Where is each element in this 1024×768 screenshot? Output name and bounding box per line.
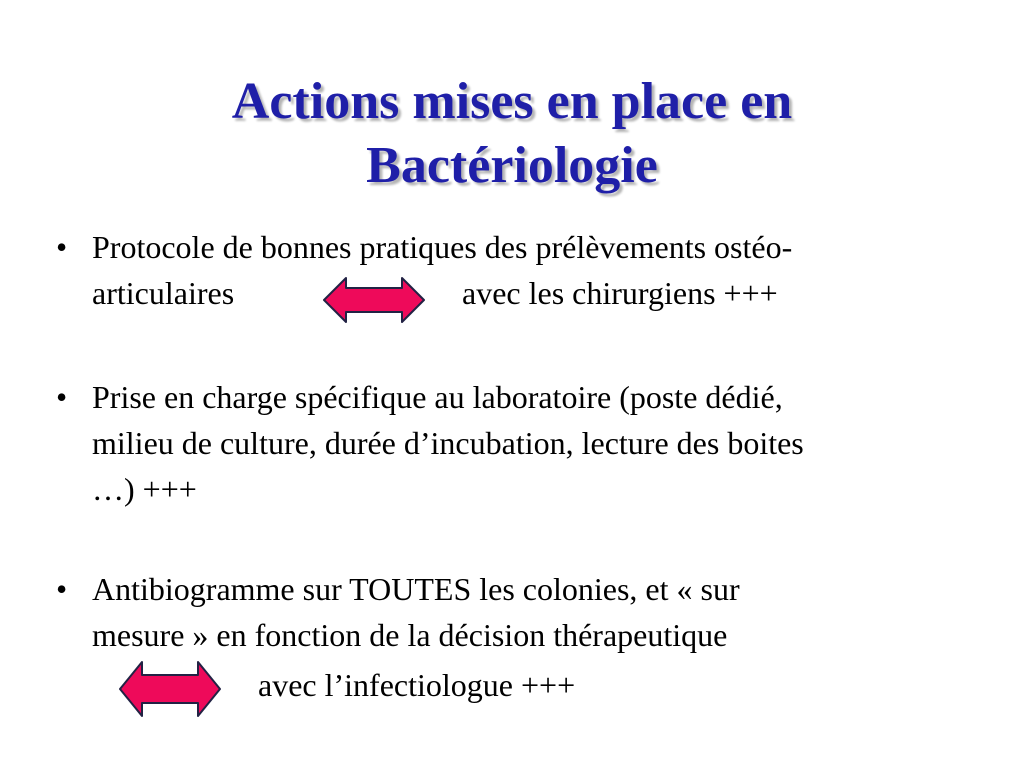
bullet-1-line-2-right: avec les chirurgiens +++: [462, 275, 778, 311]
title-line-1: Actions mises en place en: [231, 73, 793, 130]
double-arrow-icon: [322, 276, 426, 324]
bullet-marker: •: [56, 379, 68, 415]
bullet-marker: •: [56, 229, 68, 265]
bullet-2-line-1: Prise en charge spécifique au laboratoire (poste dédié,: [92, 379, 783, 415]
bullet-marker: •: [56, 571, 68, 607]
slide-title: [0, 70, 1024, 198]
title-line-2: Bactériologie: [366, 137, 658, 194]
bullet-3-line-2: mesure » en fonction de la décision thérapeutique: [92, 617, 728, 653]
bullet-2-line-2: milieu de culture, durée d’incubation, lecture des boites: [92, 425, 804, 461]
bullet-3-line-1: Antibiogramme sur TOUTES les colonies, et « sur: [92, 571, 740, 607]
bullet-2-line-3: …) +++: [92, 471, 197, 507]
bullet-1-line-1: Protocole de bonnes pratiques des prélèvements ostéo-: [92, 229, 793, 265]
bullet-3-line-3: avec l’infectiologue +++: [258, 667, 576, 703]
bullet-1-line-2-left: articulaires: [92, 275, 235, 311]
double-arrow-icon: [118, 660, 222, 718]
